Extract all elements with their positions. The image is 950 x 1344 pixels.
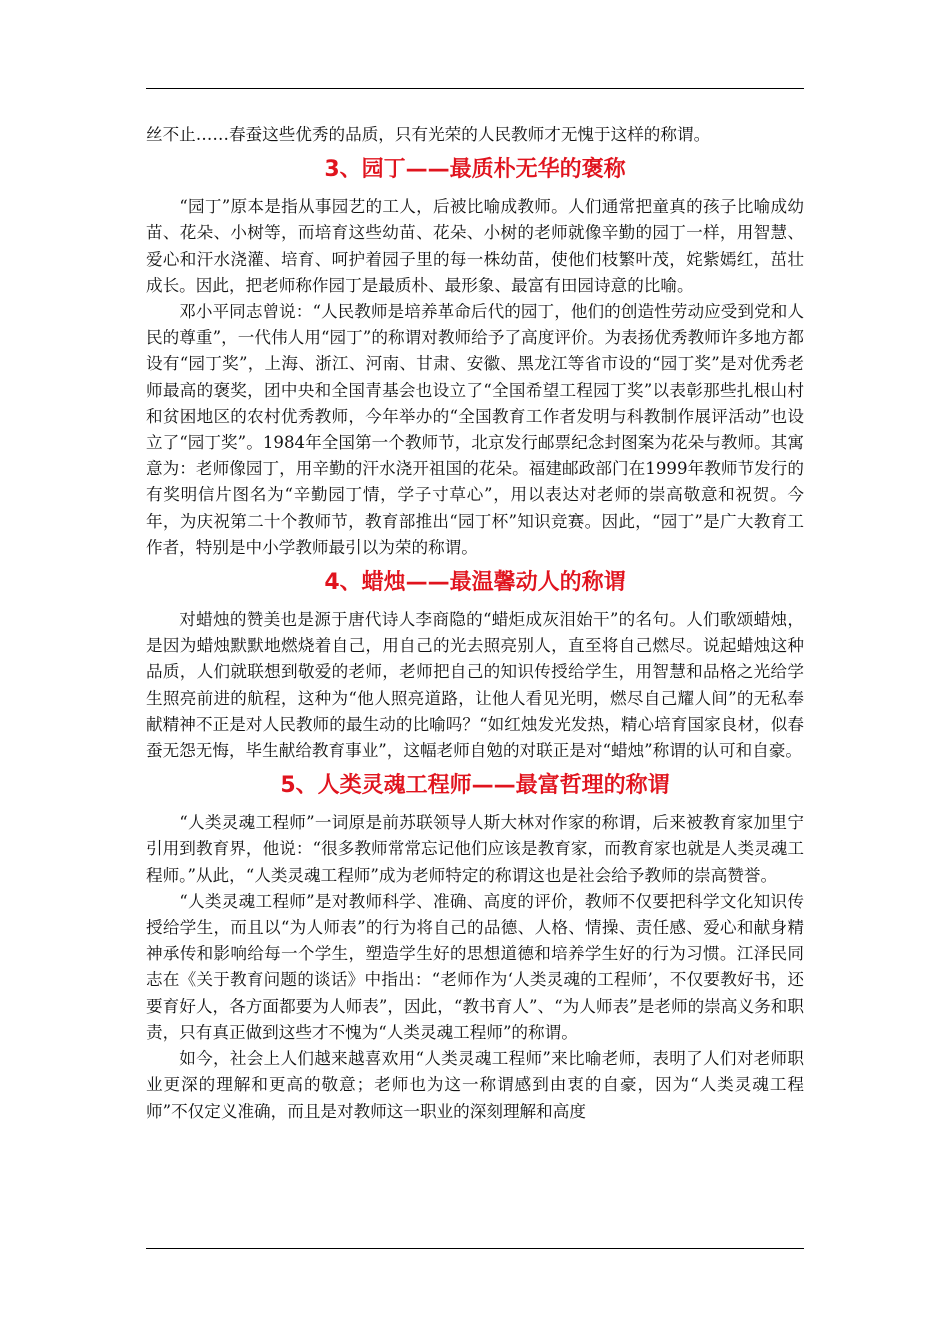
paragraph-candle-1: 对蜡烛的赞美也是源于唐代诗人李商隐的“蜡炬成灰泪始干”的名句。人们歌颂蜡烛，是因为蜡烛默默地燃烧着自己，用自己的光去照亮别人，直至将自己燃尽。说起蜡烛这种品质，人们就联想到敬爱的老师，老师把自己的知识传授给学生，用智慧和品格之光给学生照亮前进的航程，这种为“他人照亮道路，让他人看见光明，燃尽自己耀人间”的无私奉献精神不正是对人民教师的最生动的比喻吗？“如红烛发光发热，精心培育国家良材，似春蚕无怨无悔，毕生献给教育事业”，这幅老师自勉的对联正是对“蜡烛”称谓的认可和自豪。 [146,610,804,761]
paragraph-soul-engineer-3: 如今，社会上人们越来越喜欢用“人类灵魂工程师”来比喻老师，表明了人们对老师职业更深的理解和更高的敬意；老师也为这一称谓感到由衷的自豪，因为“人类灵魂工程师”不仅定义准确，而且是对教师这一职业的深刻理解和高度 [146,1049,804,1121]
section-heading-gardener: 3、园丁——最质朴无华的褒称 [324,157,626,183]
section-heading-soul-engineer: 5、人类灵魂工程师——最富哲理的称谓 [280,773,670,799]
paragraph-soul-engineer-2: “人类灵魂工程师”是对教师科学、准确、高度的评价，教师不仅要把科学文化知识传授给学生，而且以“为人师表”的行为将自己的品德、人格、情操、责任感、爱心和献身精神承传和影响给每一个学生，塑造学生好的思想道德和培养学生好的行为习惯。江泽民同志在《关于教育问题的谈话》中指出：“老师作为‘人类灵魂的工程师’，不仅要教好书，还要育好人，各方面都要为人师表”，因此，“教书育人”、“为人师表”是老师的崇高义务和职责，只有真正做到这些才不愧为“人类灵魂工程师”的称谓。 [146,891,804,1042]
lead-paragraph: 丝不止……春蚕这些优秀的品质，只有光荣的人民教师才无愧于这样的称谓。 [146,125,711,144]
header-rule [146,88,804,89]
paragraph-soul-engineer-1: “人类灵魂工程师”一词原是前苏联领导人斯大林对作家的称谓，后来被教育家加里宁引用到教育界，他说：“很多教师常常忘记他们应该是教育家，而教育家也就是人类灵魂工程师。”从此，“人类灵魂工程师”成为老师特定的称谓这也是社会给予教师的崇高赞誉。 [146,813,804,885]
section-heading-candle: 4、蜡烛——最温馨动人的称谓 [324,570,626,596]
document-body [146,122,804,1125]
footer-rule [146,1248,804,1249]
paragraph-gardener-1: “园丁”原本是指从事园艺的工人，后被比喻成教师。人们通常把童真的孩子比喻成幼苗、花朵、小树等，而培育这些幼苗、花朵、小树的老师就像辛勤的园丁一样，用智慧、爱心和汗水浇灌、培育、呵护着园子里的每一株幼苗，使他们枝繁叶茂，姹紫嫣红，茁壮成长。因此，把老师称作园丁是最质朴、最形象、最富有田园诗意的比喻。 [146,197,804,295]
paragraph-gardener-2: 邓小平同志曾说：“人民教师是培养革命后代的园丁，他们的创造性劳动应受到党和人民的尊重”，一代伟人用“园丁”的称谓对教师给予了高度评价。为表扬优秀教师许多地方都设有“园丁奖”，上海、浙江、河南、甘肃、安徽、黑龙江等省市设的“园丁奖”是对优秀老师最高的褒奖，团中央和全国青基会也设立了“全国希望工程园丁奖”以表彰那些扎根山村和贫困地区的农村优秀教师，今年举办的“全国教育工作者发明与科教制作展评活动”也设立了“园丁奖”。1984年全国第一个教师节，北京发行邮票纪念封图案为花朵与教师。其寓意为：老师像园丁，用辛勤的汗水浇开祖国的花朵。福建邮政部门在1999年教师节发行的有奖明信片图名为“辛勤园丁情，学子寸草心”，用以表达对老师的崇高敬意和祝贺。今年，为庆祝第二十个教师节，教育部推出“园丁杯”知识竞赛。因此，“园丁”是广大教育工作者，特别是中小学教师最引以为荣的称谓。 [146,302,804,557]
